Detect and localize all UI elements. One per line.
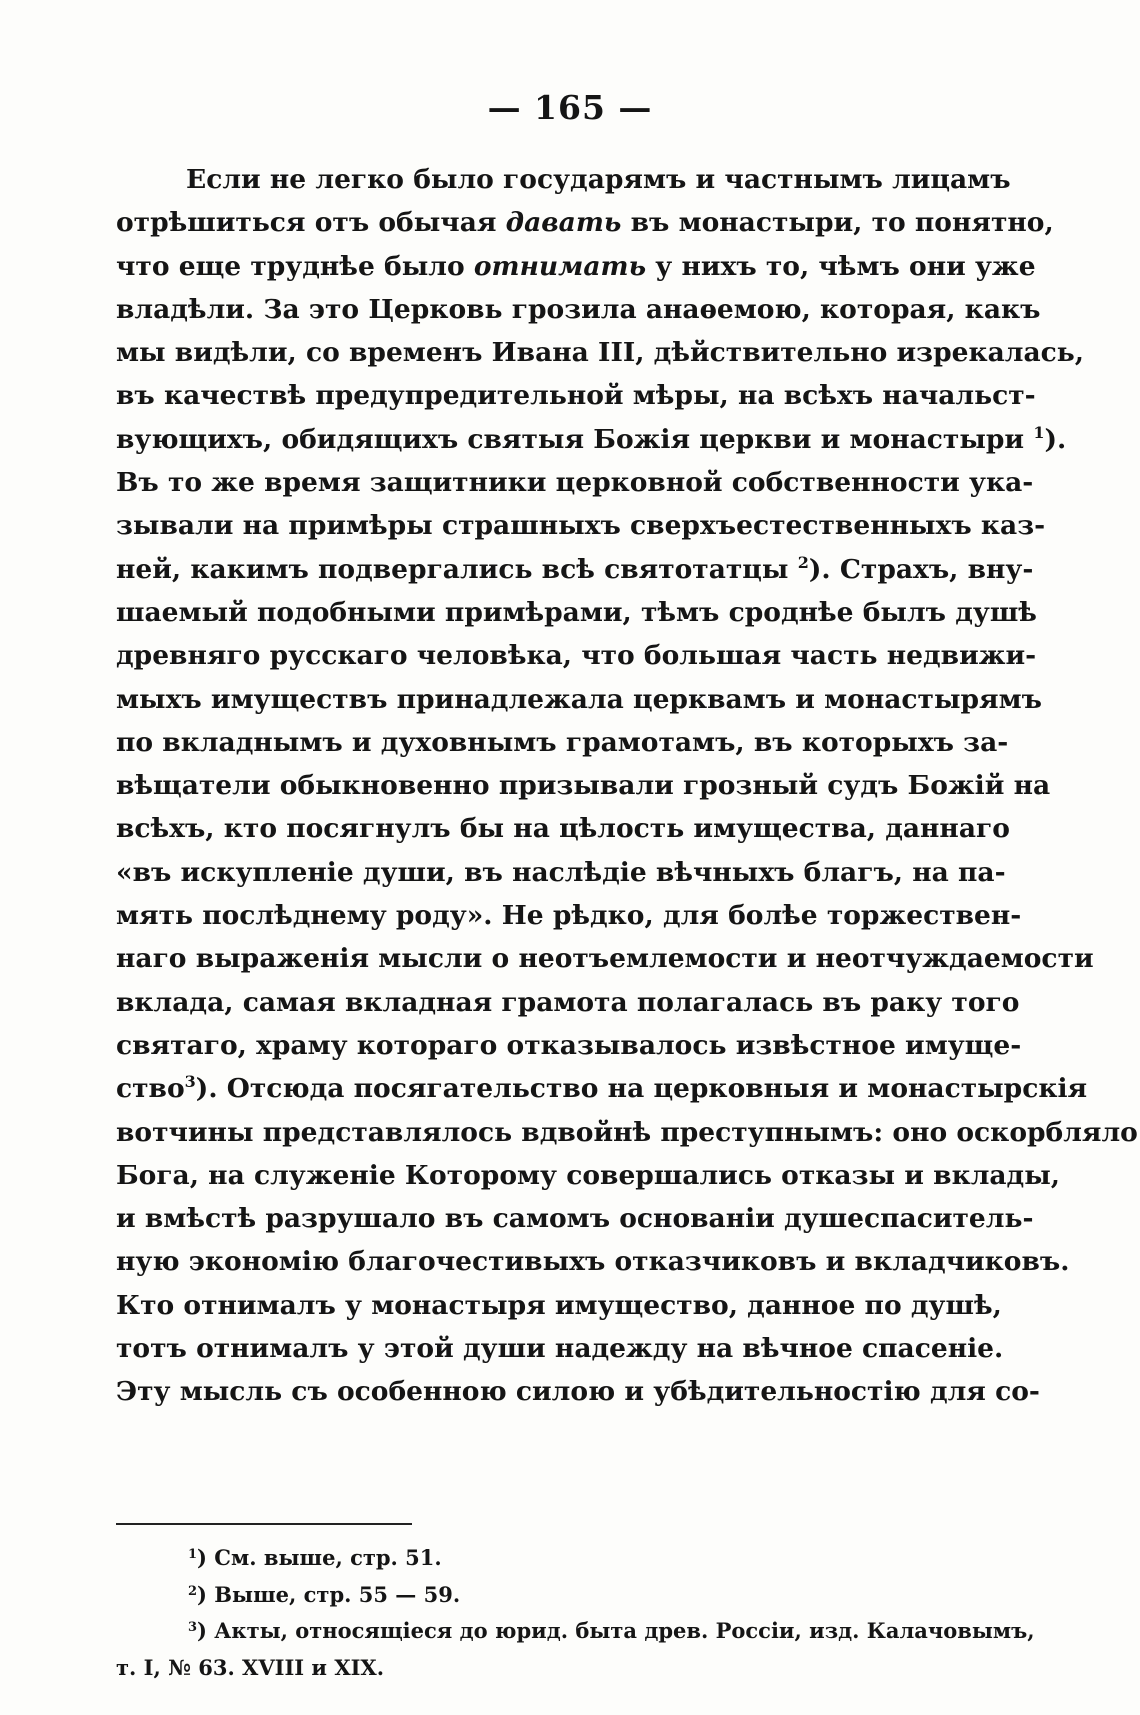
body-text bbox=[116, 158, 1138, 1414]
italic-word: отнимать bbox=[473, 250, 647, 282]
footnotes bbox=[116, 1540, 1035, 1686]
footnote-mark: 1 bbox=[1033, 422, 1045, 442]
text-line: шаемый подобными примѣрами, тѣмъ сроднѣе былъ душѣ bbox=[116, 596, 1037, 628]
footnote-number: 2 bbox=[188, 1583, 198, 1599]
text-line: мы видѣли, со временъ Ивана III, дѣйствительно изрекалась, bbox=[116, 337, 1084, 369]
footnote-number: 3 bbox=[188, 1620, 198, 1635]
text-line: отрѣшиться отъ обычая давать въ монастыри, то понятно, bbox=[116, 207, 1054, 239]
text-line: зывали на примѣры страшныхъ сверхъестественныхъ каз- bbox=[116, 510, 1046, 542]
footnote-mark: 2 bbox=[797, 552, 809, 572]
text-line: Въ то же время защитники церковной собственности ука- bbox=[116, 467, 1034, 499]
text-line: вѣщатели обыкновенно призывали грозный судъ Божій на bbox=[116, 770, 1051, 802]
footnote: $^3$) Акты, относящіеся до юрид. быта древ. Россіи, изд. Калачовымъ, bbox=[188, 1618, 1035, 1643]
text-line: мять послѣднему роду». Не рѣдко, для болѣе торжествен- bbox=[116, 900, 1022, 932]
text-line: Если не легко было государямъ и частнымъ лицамъ bbox=[186, 164, 1011, 195]
text-line: Кто отнималъ у монастыря имущество, данное по душѣ, bbox=[116, 1289, 1002, 1321]
footnote: $^1$) См. выше, стр. 51. bbox=[188, 1545, 442, 1570]
text-line: святаго, храму котораго отказывалось извѣстное имуще- bbox=[116, 1029, 1022, 1061]
page-number: — 165 — bbox=[487, 88, 653, 127]
text-line: Бога, на служеніе Которому совершались отказы и вклады, bbox=[116, 1159, 1061, 1191]
text-line: тотъ отнималъ у этой души надежду на вѣчное спасеніе. bbox=[116, 1333, 1004, 1365]
text-line: мыхъ имуществъ принадлежала церквамъ и монастырямъ bbox=[116, 683, 1042, 715]
footnote-number: 1 bbox=[188, 1547, 198, 1562]
text-line: по вкладнымъ и духовнымъ грамотамъ, въ которыхъ за- bbox=[116, 726, 1009, 758]
text-line: ство$^3$). Отсюда посягательство на церковныя и монастырскія bbox=[116, 1072, 1088, 1105]
text-line: вующихъ, обидящихъ святыя Божія церкви и монастыри $^1$). bbox=[116, 422, 1067, 455]
text-line: ную экономію благочестивыхъ отказчиковъ и вкладчиковъ. bbox=[116, 1246, 1070, 1278]
text-line: и вмѣстѣ разрушало въ самомъ основаніи душеспаситель- bbox=[116, 1203, 1034, 1235]
text-line: вотчины представлялось вдвойнѣ преступнымъ: оно оскорбляло bbox=[116, 1116, 1138, 1148]
text-line: всѣхъ, кто посягнулъ бы на цѣлость имущества, даннаго bbox=[116, 813, 1010, 845]
footnote-mark: 3 bbox=[184, 1072, 196, 1092]
text-line: вклада, самая вкладная грамота полагалась въ раку того bbox=[116, 986, 1020, 1018]
text-line: ней, какимъ подвергались всѣ святотатцы $^2$). Страхъ, вну- bbox=[116, 552, 1034, 585]
text-line: въ качествѣ предупредительной мѣры, на всѣхъ начальст- bbox=[116, 380, 1036, 412]
footnote-continuation: т. I, № 63. XVIII и XIX. bbox=[116, 1654, 385, 1680]
text-line: «въ искупленіе души, въ наслѣдіе вѣчныхъ благъ, на па- bbox=[116, 856, 1006, 888]
text-line: наго выраженія мысли о неотъемлемости и неотчуждаемости bbox=[116, 943, 1094, 975]
footnote: $^2$) Выше, стр. 55 — 59. bbox=[188, 1581, 461, 1607]
italic-word: давать bbox=[505, 207, 622, 239]
footnote-divider bbox=[116, 1523, 412, 1525]
text-line: что еще труднѣе было отнимать у нихъ то, чѣмъ они уже bbox=[116, 250, 1036, 282]
text-line: Эту мысль съ особенною силою и убѣдительностію для со- bbox=[116, 1376, 1040, 1408]
text-line: владѣли. За это Церковь грозила анаѳемою, которая, какъ bbox=[116, 293, 1041, 325]
text-line: древняго русскаго человѣка, что большая часть недвижи- bbox=[116, 640, 1037, 672]
